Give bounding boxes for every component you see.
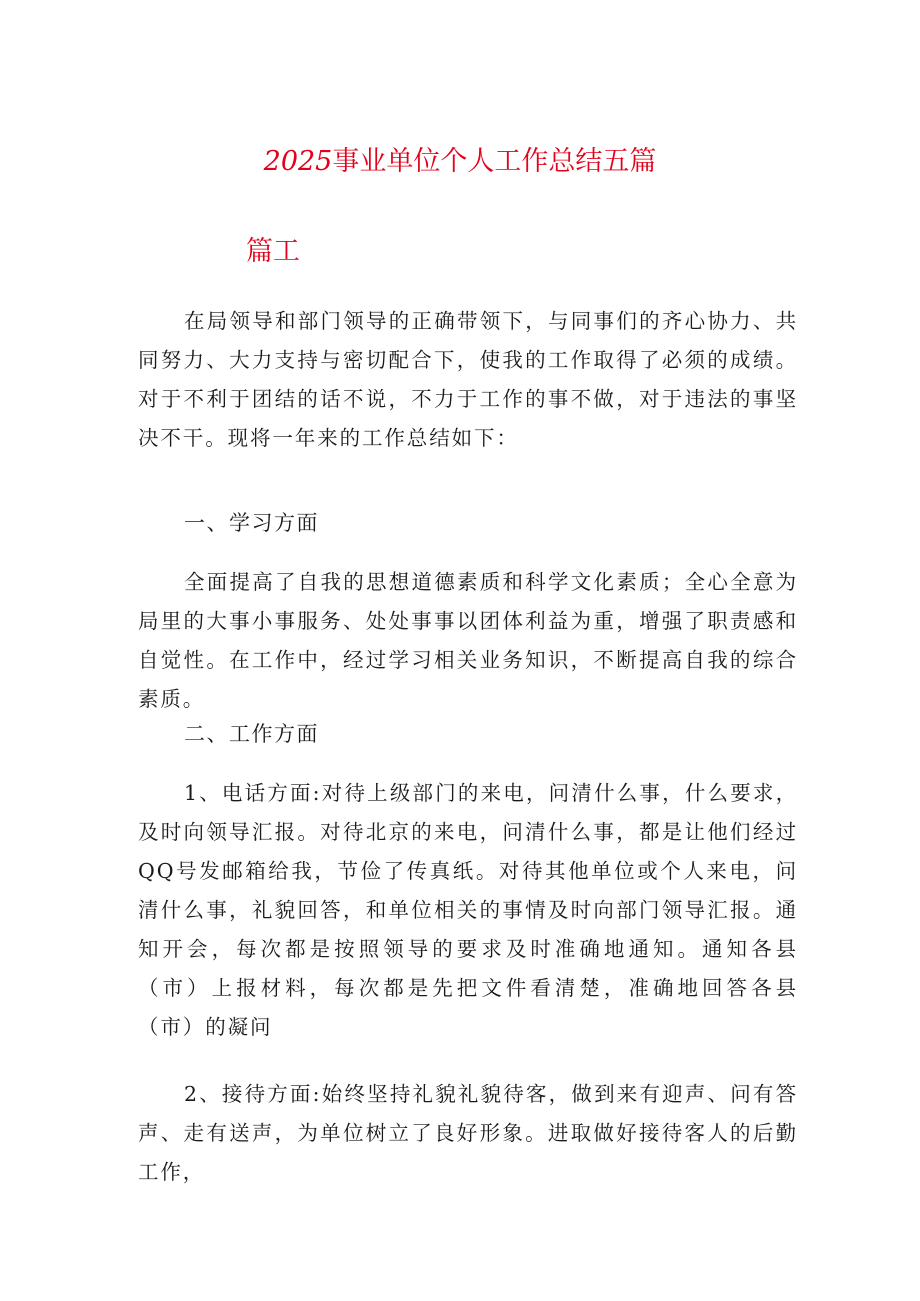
paragraph-reception: 2、接待方面:始终坚持礼貌礼貌待客，做到来有迎声、问有答声、走有送声，为单位树立了良好形象。进取做好接待客人的后勤工作， bbox=[138, 1082, 798, 1184]
section-heading-study: 一、学习方面 bbox=[184, 511, 319, 535]
title-year: 2025 bbox=[263, 146, 333, 177]
paragraph-phone: 1、电话方面:对待上级部门的来电，问清什么事，什么要求，及时向领导汇报。对待北京的来电，问清什么事，都是让他们经过QQ号发邮箱给我，节俭了传真纸。对待其他单位或个人来电，问清什么事，礼貌回答，和单位相关的事情及时向部门领导汇报。通知开会，每次都是按照领导的要求及时准确地通知。通知各县（市）上报材料，每次都是先把文件看清楚，准确地回答各县（市）的凝问 bbox=[138, 781, 798, 1039]
paragraph-study: 全面提高了自我的思想道德素质和科学文化素质；全心全意为局里的大事小事服务、处处事事以团体利益为重，增强了职责感和自觉性。在工作中，经过学习相关业务知识，不断提高自我的综合素质。 bbox=[138, 570, 798, 711]
section-heading-work: 二、工作方面 bbox=[184, 722, 319, 746]
paragraph-intro: 在局领导和部门领导的正确带领下，与同事们的齐心协力、共同努力、大力支持与密切配合下，使我的工作取得了必须的成绩。对于不利于团结的话不说，不力于工作的事不做，对于违法的事坚决不干。现将一年来的工作总结如下： bbox=[138, 309, 798, 450]
document-title bbox=[0, 142, 920, 182]
document-subtitle: 篇工 bbox=[246, 236, 300, 267]
title-text: 事业单位个人工作总结五篇 bbox=[332, 146, 657, 177]
